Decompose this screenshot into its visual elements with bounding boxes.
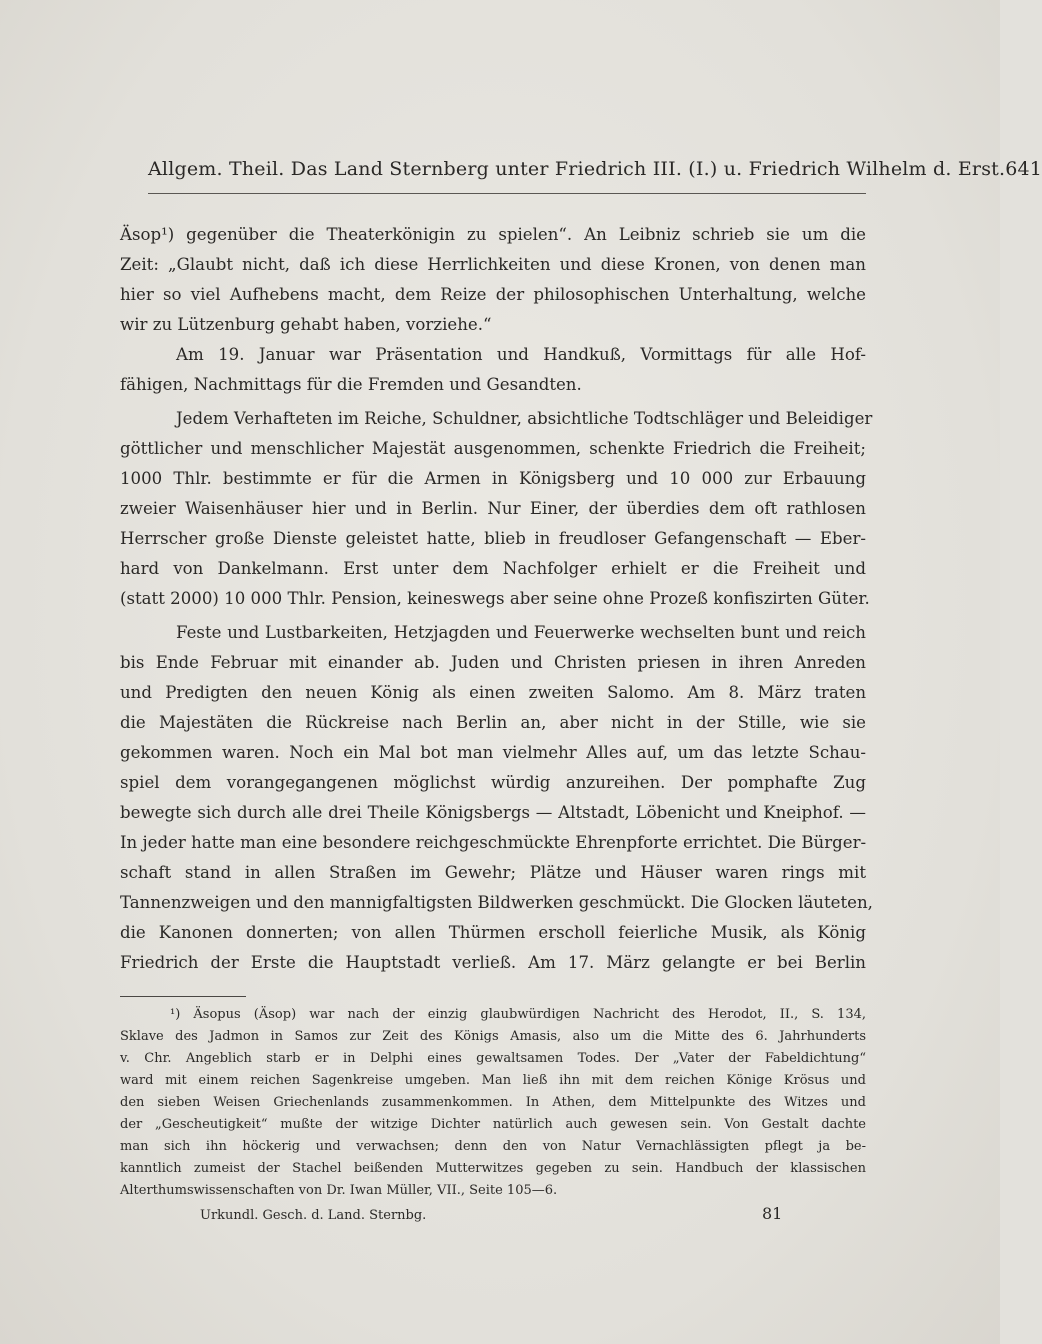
text-line: In jeder hatte man eine besondere reichgeschmückte Ehrenpforte errichtet. Die Bürger- (120, 833, 867, 852)
footnote-line: ward mit einem reichen Sagenkreise umgeben. Man ließ ihn mit dem reichen Könige Krösus und (120, 1073, 866, 1088)
running-title: Allgem. Theil. Das Land Sternberg unter Friedrich III. (I.) u. Friedrich Wilhelm d. Erst. (148, 158, 1006, 180)
text-line: fähigen, Nachmittags für die Fremden und Gesandten. (120, 375, 582, 394)
header-rule (148, 193, 866, 194)
page-number: 641 (1005, 158, 1042, 180)
footnote-rule (120, 996, 246, 997)
text-line: Friedrich der Erste die Hauptstadt verließ. Am 17. März gelangte er bei Berlin (120, 953, 866, 972)
text-line: bewegte sich durch alle drei Theile Königsbergs — Altstadt, Löbenicht und Kneiphof. — (120, 803, 866, 822)
text-line: hier so viel Aufhebens macht, dem Reize der philosophischen Unterhaltung, welche (120, 285, 866, 304)
text-line: Äsop¹) gegenüber die Theaterkönigin zu spielen“. An Leibniz schrieb sie um die (120, 225, 866, 244)
text-line: wir zu Lützenburg gehabt haben, vorziehe.“ (120, 315, 492, 334)
text-line: göttlicher und menschlicher Majestät ausgenommen, schenkte Friedrich die Freiheit; (120, 439, 866, 458)
text-line: und Predigten den neuen König als einen zweiten Salomo. Am 8. März traten (120, 683, 866, 702)
text-line: 1000 Thlr. bestimmte er für die Armen in Königsberg und 10 000 zur Erbauung (120, 469, 866, 488)
text-line: hard von Dankelmann. Erst unter dem Nachfolger erhielt er die Freiheit und (120, 559, 866, 578)
footnote-line: kanntlich zumeist der Stachel beißenden Mutterwitzes gegeben zu sein. Handbuch der klassischen (120, 1161, 866, 1176)
footnote-line: ¹) Äsopus (Äsop) war nach der einzig glaubwürdigen Nachricht des Herodot, II., S. 134, (170, 1007, 866, 1022)
footnote-line: den sieben Weisen Griechenlands zusammenkommen. In Athen, dem Mittelpunkte des Witzes und (120, 1095, 866, 1110)
sheet-signature: Urkundl. Gesch. d. Land. Sternbg. (200, 1208, 427, 1223)
footnote-line: man sich ihn höckerig und verwachsen; denn den von Natur Vernachlässigten pflegt ja be- (120, 1139, 866, 1154)
text-line: Am 19. Januar war Präsentation und Handkuß, Vormittags für alle Hof- (176, 345, 866, 364)
text-line: Zeit: „Glaubt nicht, daß ich diese Herrlichkeiten und diese Kronen, von denen man (120, 255, 866, 274)
running-head (148, 158, 1042, 180)
text-line: die Majestäten die Rückreise nach Berlin an, aber nicht in der Stille, wie sie (120, 713, 866, 732)
text-line: Jedem Verhafteten im Reiche, Schuldner, absichtliche Todtschläger und Beleidiger (176, 409, 873, 428)
footnote-line: v. Chr. Angeblich starb er in Delphi eines gewaltsamen Todes. Der „Vater der Fabeldichtung“ (120, 1051, 866, 1066)
footnote-line: Alterthumswissenschaften von Dr. Iwan Müller, VII., Seite 105—6. (120, 1183, 558, 1198)
sheet-number: 81 (762, 1204, 783, 1223)
text-line: Herrscher große Dienste geleistet hatte, blieb in freudloser Gefangenschaft — Eber- (120, 529, 866, 548)
text-line: gekommen waren. Noch ein Mal bot man vielmehr Alles auf, um das letzte Schau- (120, 743, 866, 762)
footnote-line: der „Gescheutigkeit“ mußte der witzige Dichter natürlich auch gewesen sein. Von Gestalt dachte (120, 1117, 866, 1132)
text-line: Tannenzweigen und den mannigfaltigsten Bildwerken geschmückt. Die Glocken läuteten, (120, 893, 873, 912)
text-line: Feste und Lustbarkeiten, Hetzjagden und Feuerwerke wechselten bunt und reich (176, 623, 866, 642)
text-line: bis Ende Februar mit einander ab. Juden und Christen priesen in ihren Anreden (120, 653, 866, 672)
text-line: (statt 2000) 10 000 Thlr. Pension, keineswegs aber seine ohne Prozeß konfiszirten Güter. (120, 589, 870, 608)
footnote-line: Sklave des Jadmon in Samos zur Zeit des Königs Amasis, also um die Mitte des 6. Jahrhunderts (120, 1029, 866, 1044)
text-line: die Kanonen donnerten; von allen Thürmen erscholl feierliche Musik, als König (120, 923, 866, 942)
text-line: spiel dem vorangegangenen möglichst würdig anzureihen. Der pomphafte Zug (120, 773, 866, 792)
text-line: zweier Waisenhäuser hier und in Berlin. Nur Einer, der überdies dem oft rathlosen (120, 499, 866, 518)
text-line: schaft stand in allen Straßen im Gewehr; Plätze und Häuser waren rings mit (120, 863, 866, 882)
